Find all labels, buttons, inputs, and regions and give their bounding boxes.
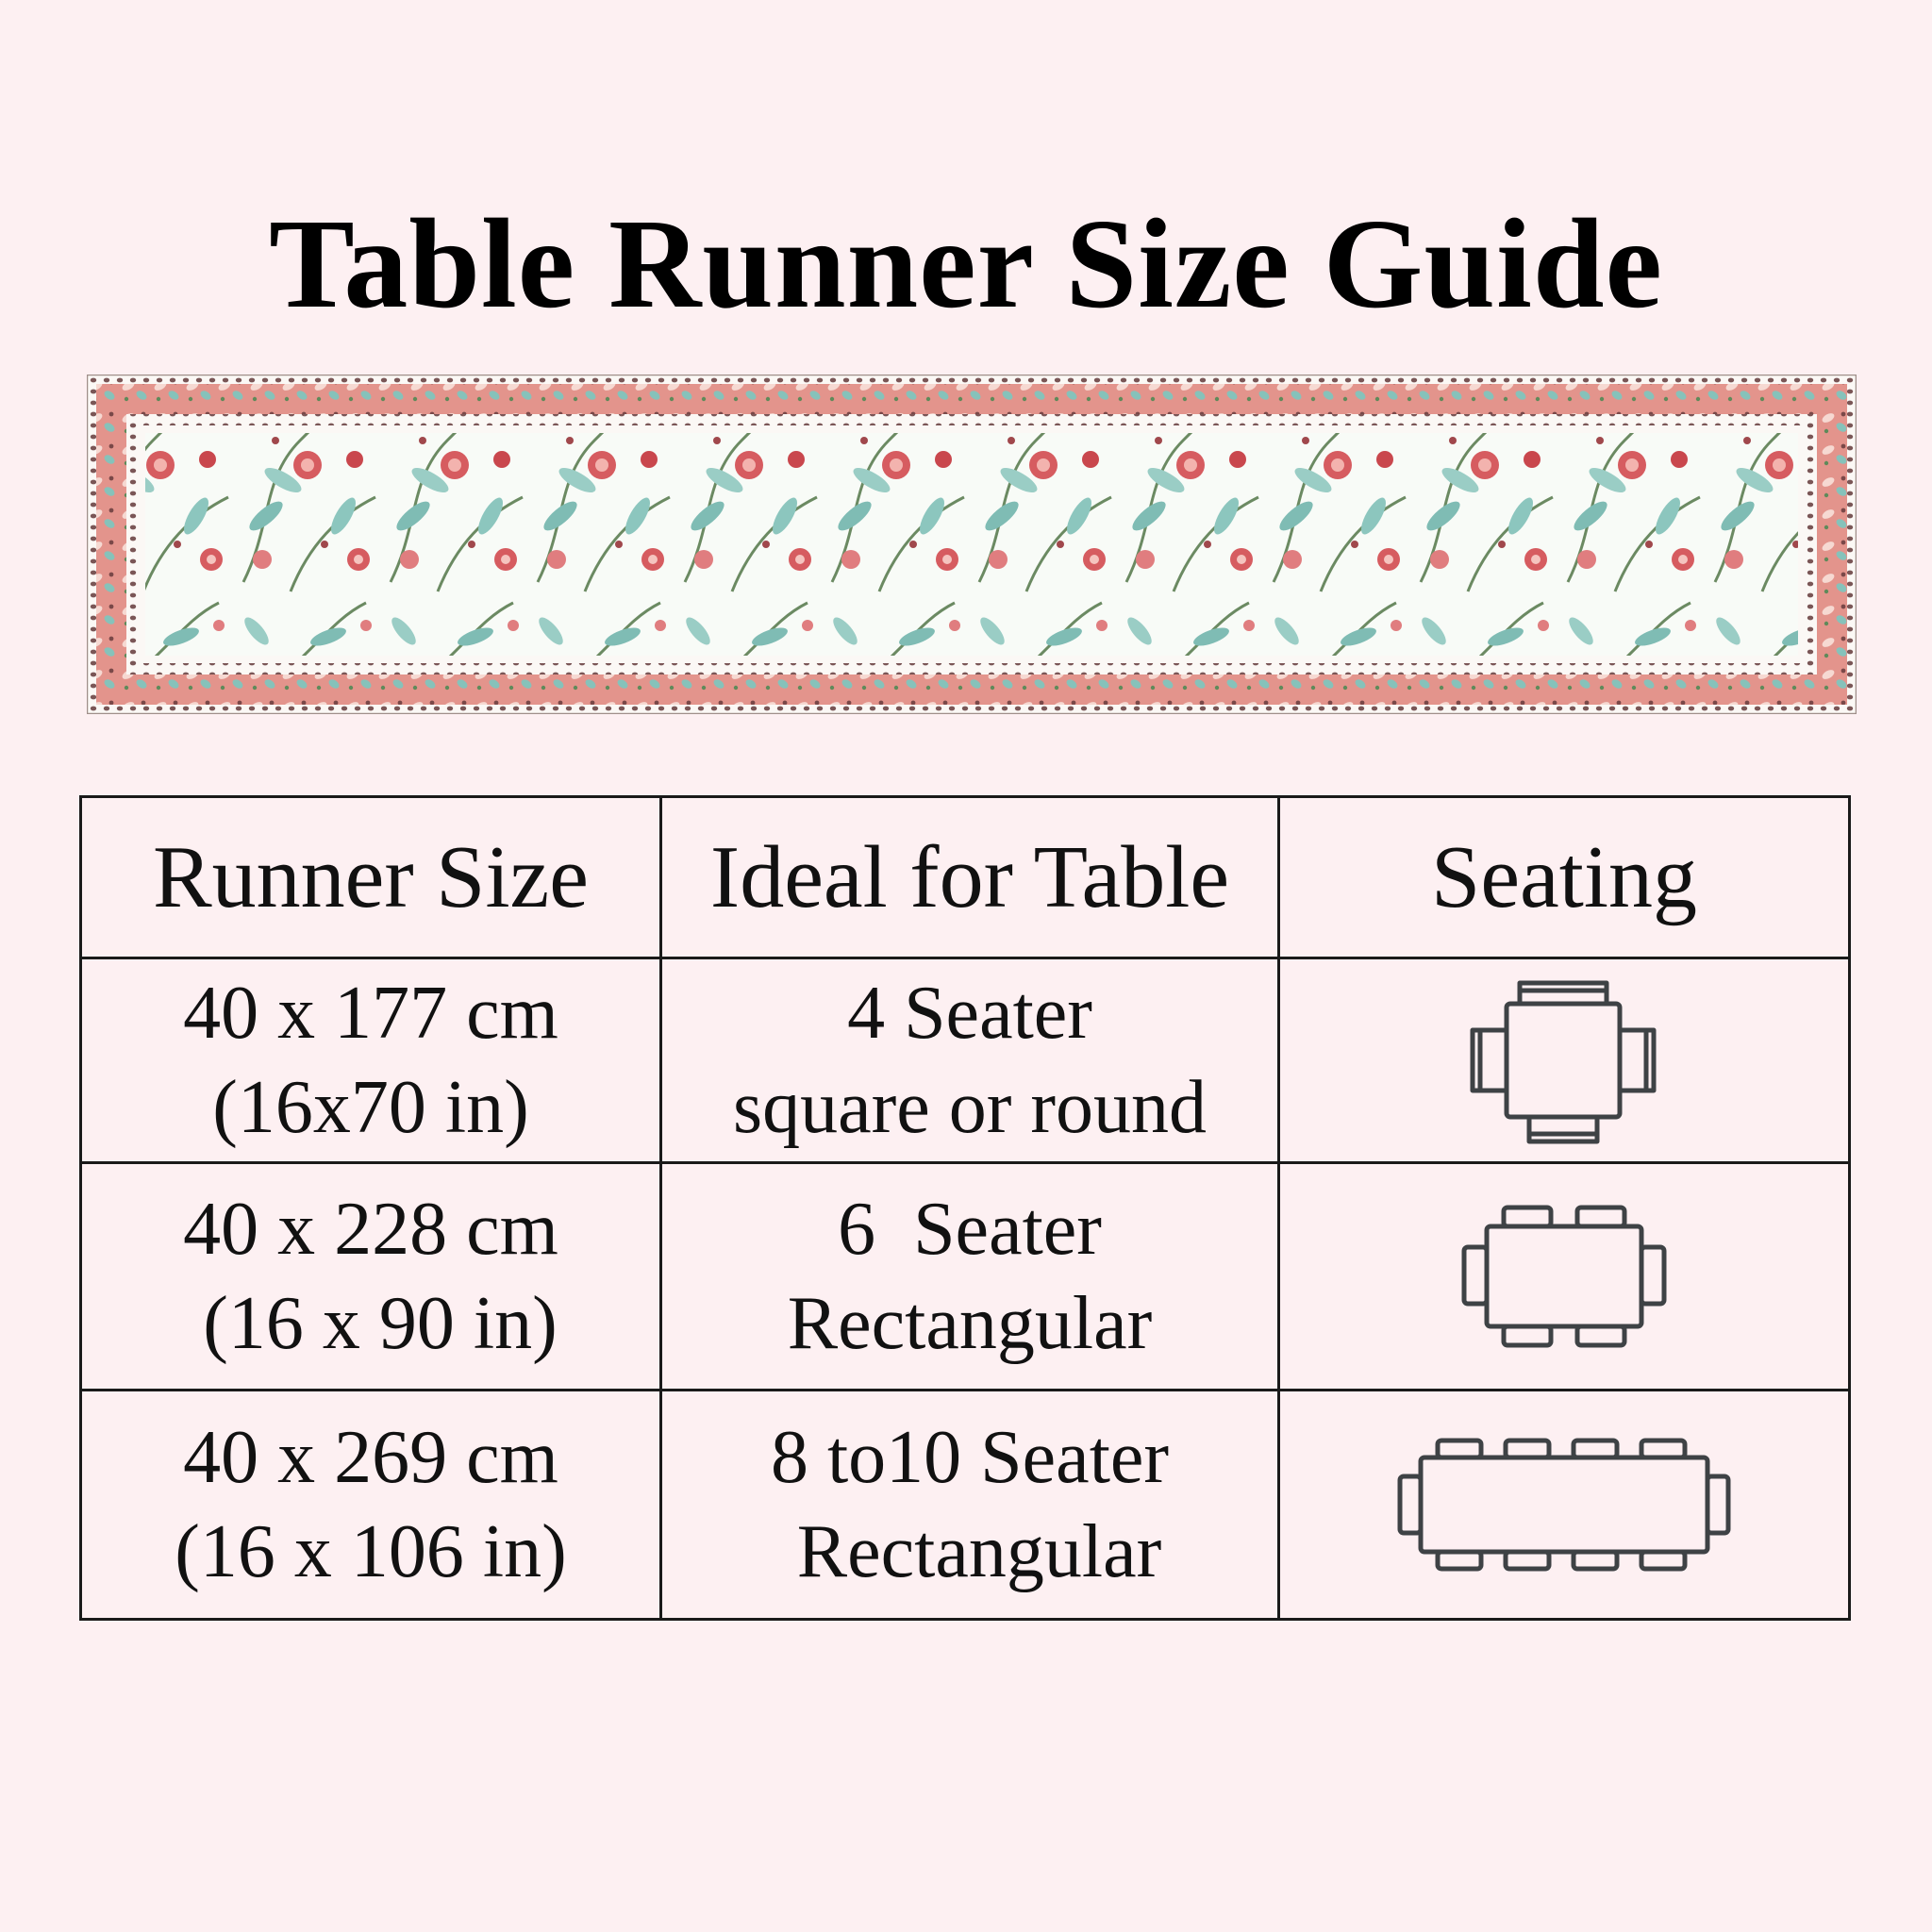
floral-table-runner-image <box>87 375 1857 714</box>
seater-count: 8 to10 Seater <box>770 1416 1170 1499</box>
header-ideal-for-table: Ideal for Table <box>660 797 1278 958</box>
table-row <box>81 958 1850 1163</box>
size-cm: 40 x 228 cm <box>183 1188 558 1271</box>
ten-seater-table-icon <box>1396 1437 1732 1573</box>
seating-cell <box>1279 1163 1850 1391</box>
ideal-table-cell <box>660 958 1278 1163</box>
header-runner-size: Runner Size <box>81 797 661 958</box>
table-row <box>81 1391 1850 1620</box>
size-cm: 40 x 269 cm <box>183 1416 558 1499</box>
runner-size-cell <box>81 1163 661 1391</box>
ideal-table-cell <box>660 1163 1278 1391</box>
seater-count: 4 Seater <box>847 972 1092 1055</box>
six-seater-table-icon <box>1460 1204 1668 1349</box>
size-cm: 40 x 177 cm <box>183 972 558 1055</box>
header-seating: Seating <box>1279 797 1850 958</box>
ideal-table-cell <box>660 1391 1278 1620</box>
size-in: (16 x 106 in) <box>175 1510 567 1593</box>
table-shape: Rectangular <box>787 1282 1153 1365</box>
size-guide-table <box>79 795 1851 1621</box>
table-header-row <box>81 797 1850 958</box>
seating-cell <box>1279 958 1850 1163</box>
runner-size-cell <box>81 1391 661 1620</box>
size-in: (16x70 in) <box>212 1066 529 1149</box>
size-in: (16 x 90 in) <box>184 1282 558 1365</box>
seater-count: 6 Seater <box>838 1188 1102 1271</box>
table-row <box>81 1163 1850 1391</box>
seating-cell <box>1279 1391 1850 1620</box>
table-shape: square or round <box>732 1066 1208 1149</box>
table-shape: Rectangular <box>777 1510 1162 1593</box>
four-seater-table-icon <box>1465 975 1663 1145</box>
page-title: Table Runner Size Guide <box>269 193 1663 335</box>
runner-svg <box>87 375 1857 714</box>
runner-size-cell <box>81 958 661 1163</box>
